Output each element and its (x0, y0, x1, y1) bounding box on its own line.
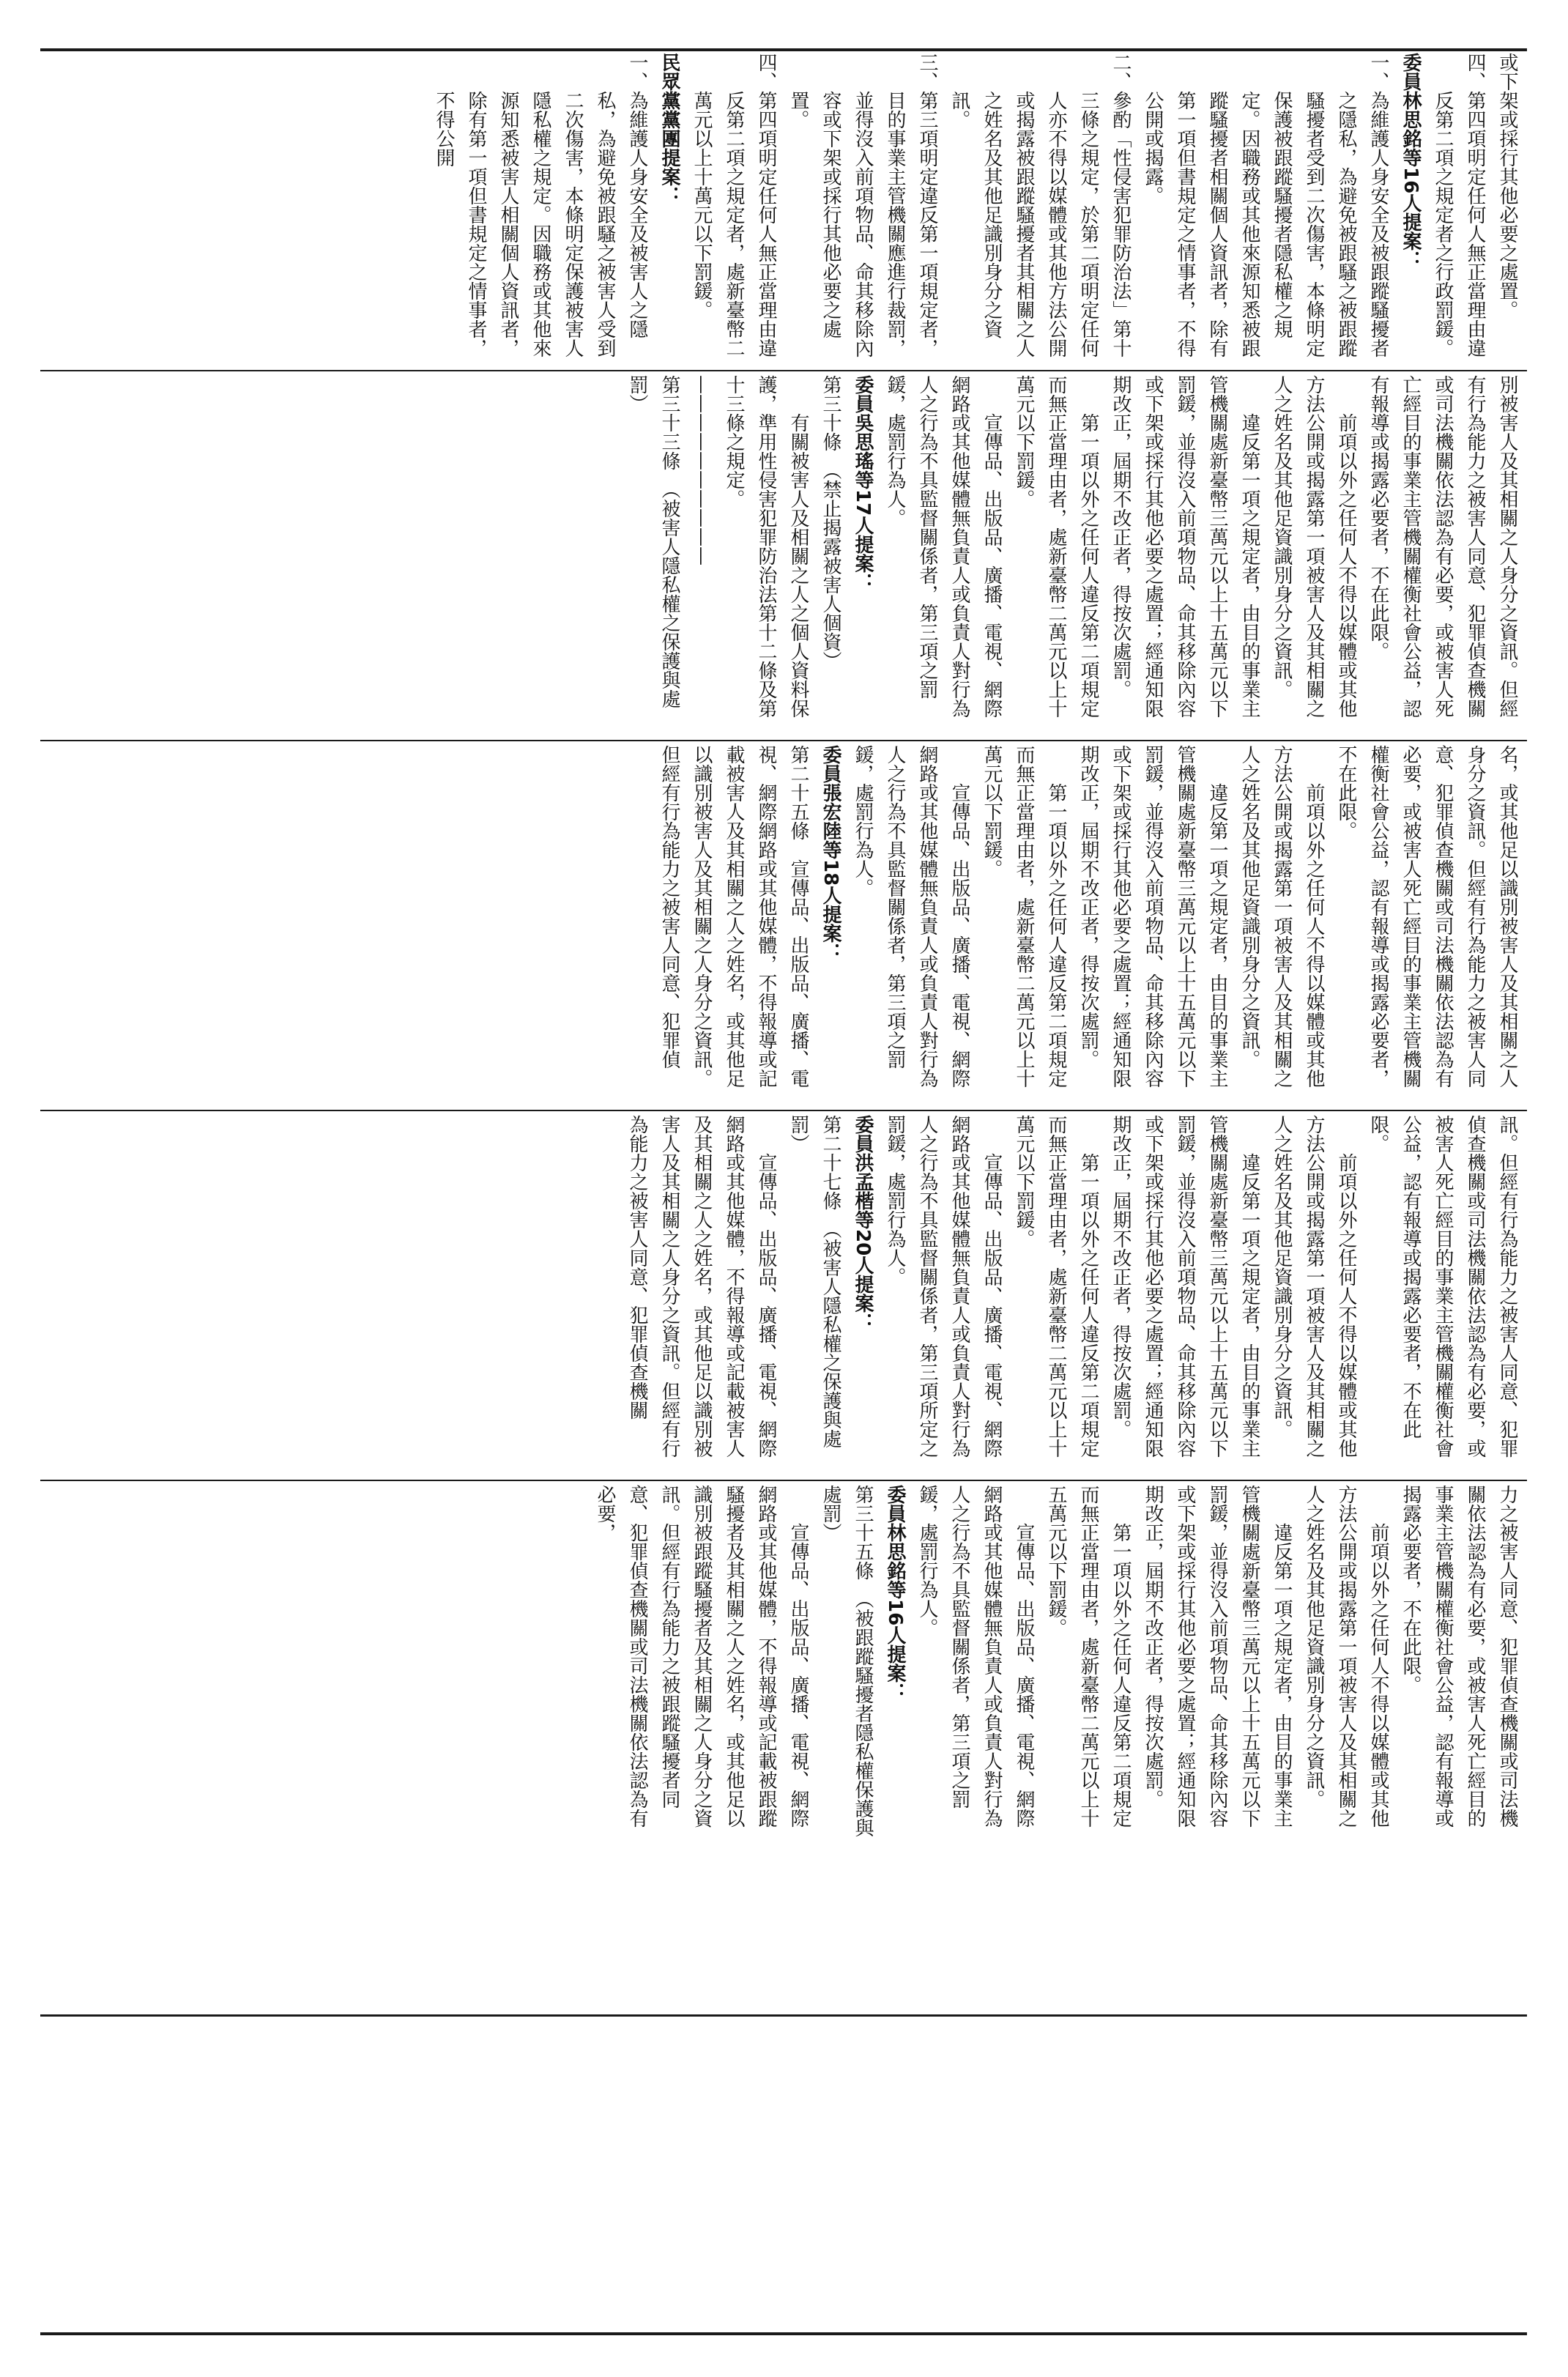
proposal-heading: 委員林思銘等16人提案： (884, 1485, 906, 1702)
paragraph: 第三十條 （禁止揭露被害人個資） (820, 375, 841, 670)
paragraph: 違反第一項之規定者，由目的事業主管機關處新臺幣三萬元以上十五萬元以下罰鍰，並得沒入前項物品、命其移除內容或下架或採行其他必要之處置；經通知限期改正，屆期不改正者，得按次處罰。 (1110, 1115, 1260, 1458)
band-rule-4 (40, 1480, 1527, 1481)
paragraph: 第二十五條 宣傳品、出版品、廣播、電視、網際網路或其他媒體，不得報導或記載被害人及其相關之人之姓名，或其他足以識別被害人及其相關之人身分之資訊。但經有行為能力之被害人同意、犯罪偵 (658, 745, 809, 1088)
proposal-heading: 委員吳思瑤等17人提案： (852, 375, 874, 593)
text-block-4 (626, 1115, 1523, 1474)
paragraph: 第二十七條 （被害人隱私權之保護與處罰） (787, 1115, 841, 1448)
paragraph: 別被害人及其相關之人身分之資訊。但經有行為能力之被害人同意、犯罪偵查機關或司法機關依法認為有必要，或被害人死亡經目的事業主管機關權衡社會公益，認有報導或揭露必要者，不在此限。 (1367, 375, 1518, 718)
paragraph: 二、參酌「性侵害犯罪防治法」第十三條之規定，於第二項明定任何人亦不得以媒體或其他方法公開或揭露被跟蹤騷擾者其相關之人之姓名及其他足識別身分之資訊。 (948, 53, 1132, 357)
paragraph: 第三十五條 （被跟蹤騷擾者隱私權保護與處罰） (820, 1485, 874, 1837)
paragraph: 有關被害人及相關之人之個人資料保護，準用性侵害犯罪防治法第十二條及第十三條之規定。 (723, 375, 809, 718)
paragraph: 前項以外之任何人不得以媒體或其他方法公開或揭露第一項被害人及其相關之人之姓名及其他足資識別身分之資訊。 (1238, 745, 1325, 1088)
band-rule-2 (40, 740, 1527, 741)
paragraph: 或下架或採行其他必要之處置。 (1496, 53, 1518, 319)
paragraph: 名，或其他足以識別被害人及其相關之人身分之資訊。但經有行為能力之被害人同意、犯罪偵查機關或司法機關依法認為有必要，或被害人死亡經目的事業主管機關權衡社會公益，認有報導或揭露必要者，不在此限。 (1335, 745, 1518, 1088)
paragraph: 三、第三項明定違反第一項規定者，目的事業主管機關應進行裁罰，並得沒入前項物品、命其移除內容或下架或採行其他必要之處置。 (787, 53, 938, 357)
paragraph: 違反第一項之規定者，由目的事業主管機關處新臺幣三萬元以上十五萬元以下罰鍰，並得沒入前項物品、命其移除內容或下架或採行其他必要之處置；經通知限期改正，屆期不改正者，得按次處罰。 (1142, 1485, 1293, 1828)
middle-rule (40, 2014, 1527, 2017)
paragraph: 四、第四項明定任何人無正當理由違反第二項之規定者，處新臺幣二萬元以上十萬元以下罰鍰。 (691, 53, 777, 357)
text-block-3 (658, 745, 1523, 1104)
proposal-heading: 委員張宏陸等18人提案： (820, 745, 841, 963)
paragraph: 宣傳品、出版品、廣播、電視、網際網路或其他媒體無負責人或負責人對行為人之行為不具監督關係者，第三項之罰鍰，處罰行為人。 (852, 745, 970, 1088)
proposal-heading: 委員林思銘等16人提案： (1400, 53, 1422, 270)
paragraph: 一、為維護人身安全及被跟蹤騷擾者之隱私，為避免被跟騷之被跟蹤騷擾者受到二次傷害，本條明定保護被跟蹤騷擾者隱私權之規定。因職務或其他來源知悉被跟蹤騷擾者相關個人資訊者，除有第一項但書規定之情事者，不得公開或揭露。 (1142, 53, 1389, 357)
paragraph: 第一項以外之任何人違反第二項規定而無正當理由者，處新臺幣二萬元以上十萬元以下罰鍰。 (981, 745, 1067, 1088)
paragraph: 前項以外之任何人不得以媒體或其他方法公開或揭露第一項被害人及其相關之人之姓名及其他足資識別身分之資訊。 (1271, 1115, 1357, 1458)
band-rule-3 (40, 1110, 1527, 1111)
proposal-heading: 委員洪孟楷等20人提案： (852, 1115, 874, 1332)
paragraph: 違反第一項之規定者，由目的事業主管機關處新臺幣三萬元以上十五萬元以下罰鍰，並得沒入前項物品、命其移除內容或下架或採行其他必要之處置；經通知限期改正，屆期不改正者，得按次處罰。 (1077, 745, 1228, 1088)
paragraph: 宣傳品、出版品、廣播、電視、網際網路或其他媒體無負責人或負責人對行為人之行為不具監督關係者，第三項所定之罰鍰，處罰行為人。 (884, 1115, 1003, 1458)
paragraph: 宣傳品、出版品、廣播、電視、網際網路或其他媒體，不得報導或記載被害人及其相關之人之姓名，或其他足以識別被害人及其相關之人身分之資訊。但經有行為能力之被害人同意、犯罪偵查機關 (626, 1115, 777, 1458)
paragraph: 宣傳品、出版品、廣播、電視、網際網路或其他媒體無負責人或負責人對行為人之行為不具監督關係者，第三項之罰鍰，處罰行為人。 (884, 375, 1003, 718)
paragraph: 第一項以外之任何人違反第二項規定而無正當理由者，處新臺幣二萬元以上十萬元以下罰鍰。 (1013, 375, 1099, 718)
paragraph: 違反第一項之規定者，由目的事業主管機關處新臺幣三萬元以上十五萬元以下罰鍰，並得沒入前項物品、命其移除內容或下架或採行其他必要之處置；經通知限期改正，屆期不改正者，得按次處罰。 (1110, 375, 1260, 718)
paragraph: 一、為維護人身安全及被害人之隱私，為避免被跟騷之被害人受到二次傷害，本條明定保護被害人隱私權之規定。因職務或其他來源知悉被害人相關個人資訊者，除有第一項但書規定之情事者，不得公開 (433, 53, 648, 357)
text-block-2 (626, 375, 1523, 734)
paragraph: 前項以外之任何人不得以媒體或其他方法公開或揭露第一項被害人及其相關之人之姓名及其他足資識別身分之資訊。 (1303, 1485, 1389, 1828)
text-block-1 (433, 53, 1523, 368)
top-rule (40, 48, 1527, 51)
paragraph: —————————— (691, 375, 713, 565)
paragraph: 宣傳品、出版品、廣播、電視、網際網路或其他媒體無負責人或負責人對行為人之行為不具監督關係者，第三項之罰鍰，處罰行為人。 (916, 1485, 1035, 1828)
paragraph: 第一項以外之任何人違反第二項規定而無正當理由者，處新臺幣二萬元以上十五萬元以下罰鍰。 (1045, 1485, 1132, 1828)
paragraph: 第三十三條 （被害人隱私權之保護與處罰） (626, 375, 680, 708)
paragraph: 第一項以外之任何人違反第二項規定而無正當理由者，處新臺幣二萬元以上十萬元以下罰鍰。 (1013, 1115, 1099, 1458)
paragraph: 宣傳品、出版品、廣播、電視、網際網路或其他媒體，不得報導或記載被跟蹤騷擾者及其相關之人之姓名，或其他足以識別被跟蹤騷擾者及其相關之人身分之資訊。但經有行為能力之被跟蹤騷擾者同意、犯罪偵查機關或司法機關依法認為有必要， (594, 1485, 809, 1828)
paragraph: 力之被害人同意、犯罪偵查機關或司法機關依法認為有必要，或被害人死亡經目的事業主管機關權衡社會公益，認有報導或揭露必要者，不在此限。 (1400, 1485, 1518, 1828)
upper-band-bottom-rule (40, 370, 1527, 371)
bottom-rule (40, 2332, 1527, 2335)
proposal-heading: 民眾黨黨團提案： (658, 53, 680, 205)
paragraph: 訊。但經有行為能力之被害人同意、犯罪偵查機關或司法機關依法認為有必要，或被害人死亡經目的事業主管機關權衡社會公益，認有報導或揭露必要者，不在此限。 (1367, 1115, 1518, 1458)
paragraph: 前項以外之任何人不得以媒體或其他方法公開或揭露第一項被害人及其相關之人之姓名及其他足資識別身分之資訊。 (1271, 375, 1357, 718)
paragraph: 四、第四項明定任何人無正當理由違反第二項之規定者之行政罰鍰。 (1432, 53, 1486, 357)
text-block-5 (594, 1485, 1523, 1844)
